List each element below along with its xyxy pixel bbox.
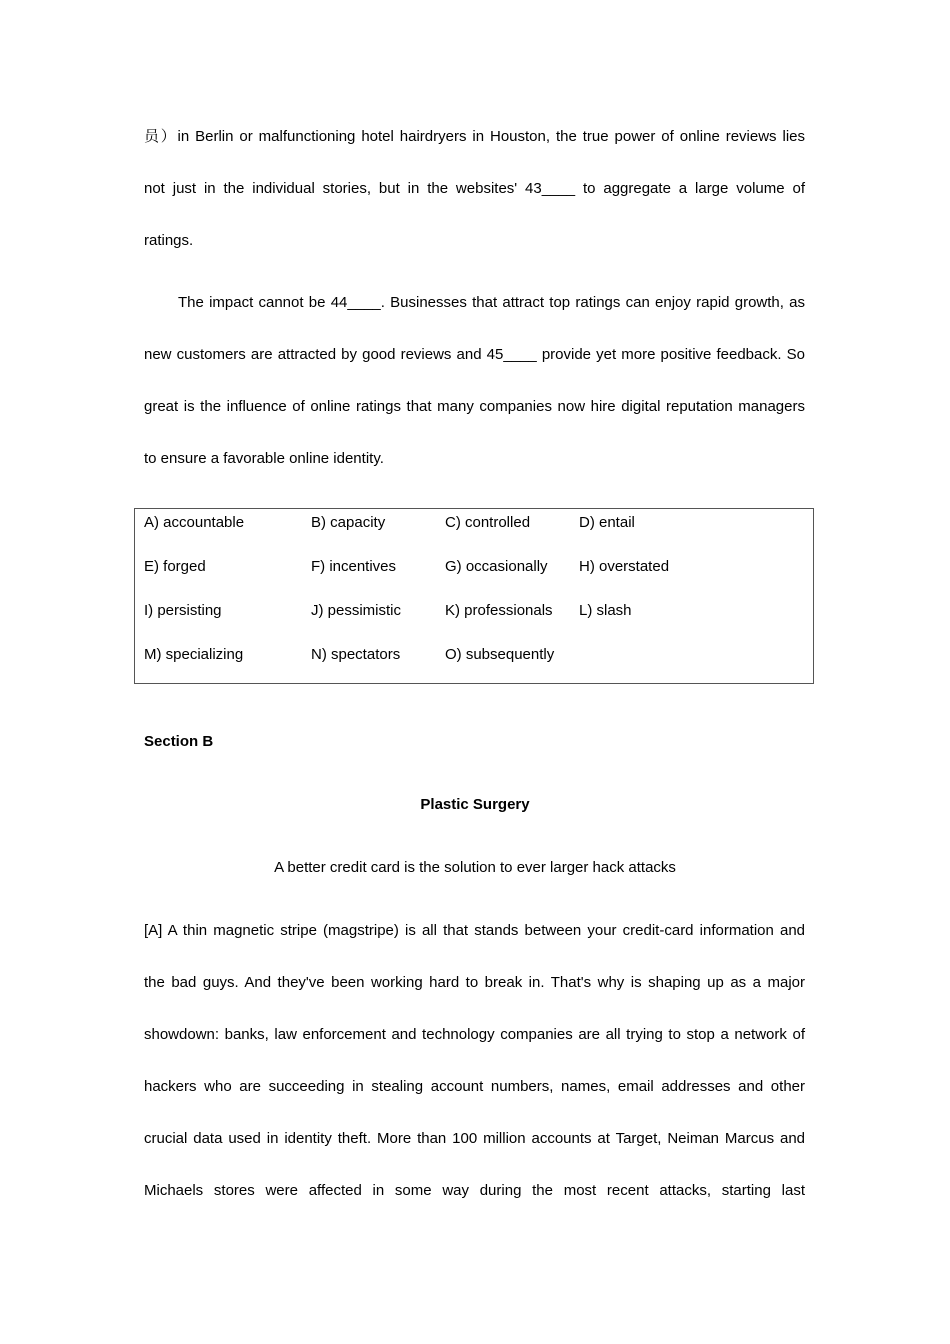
word-option: F) incentives: [311, 558, 397, 575]
word-option: E) forged: [144, 558, 206, 575]
word-option: L) slash: [579, 602, 632, 619]
text-line: ratings.: [144, 232, 194, 249]
passage-title: Plastic Surgery: [420, 796, 530, 813]
word-option: D) entail: [579, 514, 635, 531]
passage-subtitle: A better credit card is the solution to ever larger hack attacks: [274, 859, 676, 876]
text-line: hackers who are succeeding in stealing account numbers, names, email addresses and other: [144, 1078, 805, 1095]
word-option: H) overstated: [579, 558, 670, 575]
section-heading: Section B: [144, 733, 214, 750]
word-option: C) controlled: [445, 514, 531, 531]
word-option: N) spectators: [311, 646, 401, 663]
word-option: O) subsequently: [445, 646, 555, 663]
text-line: crucial data used in identity theft. More than 100 million accounts at Target, Neiman Marcus and: [144, 1130, 805, 1147]
text-line: the bad guys. And they've been working hard to break in. That's why is shaping up as a major: [144, 974, 805, 991]
word-option: B) capacity: [311, 514, 386, 531]
word-option: M) specializing: [144, 646, 244, 663]
text-line: [A] A thin magnetic stripe (magstripe) is all that stands between your credit-card information and: [144, 922, 805, 939]
word-option: I) persisting: [144, 602, 222, 619]
text-line: The impact cannot be 44____. Businesses that attract top ratings can enjoy rapid growth, as: [178, 294, 805, 311]
text-line: Michaels stores were affected in some way during the most recent attacks, starting last: [144, 1182, 805, 1199]
word-option: J) pessimistic: [311, 602, 402, 619]
text-line: showdown: banks, law enforcement and technology companies are all trying to stop a network of: [144, 1026, 805, 1043]
text-line: 员）in Berlin or malfunctioning hotel hairdryers in Houston, the true power of online reviews lies: [144, 128, 805, 145]
text-line: to ensure a favorable online identity.: [144, 450, 384, 467]
text-line: great is the influence of online ratings that many companies now hire digital reputation managers: [144, 398, 805, 415]
text-line: new customers are attracted by good reviews and 45____ provide yet more positive feedback. So: [144, 346, 805, 363]
text-line: not just in the individual stories, but in the websites' 43____ to aggregate a large volume of: [144, 180, 805, 197]
word-option: G) occasionally: [445, 558, 548, 575]
word-option: K) professionals: [445, 602, 553, 619]
word-bank-table: [134, 508, 814, 684]
word-option: A) accountable: [144, 514, 245, 531]
